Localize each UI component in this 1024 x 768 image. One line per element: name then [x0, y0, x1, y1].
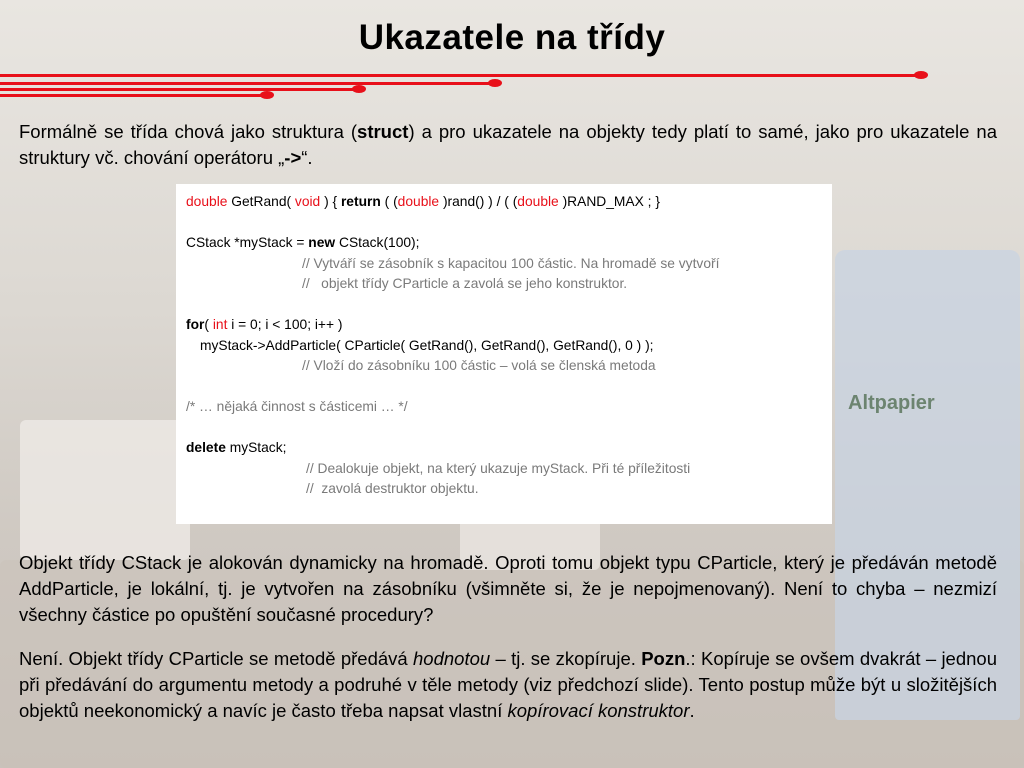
note-text: .: Kopíruje se ovšem dvakrát – jednou při předávání do argumentu metody a podruhé v těle metody (viz předchozí slide). Tento postup může být u složitějších objektů neekonomický a navíc je často třeba napsat vlastní [19, 648, 997, 721]
code-comment: // Dealokuje objekt, na který ukazuje myStack. Při té příležitosti [306, 460, 691, 476]
arrow-operator: -> [284, 147, 302, 168]
code-keyword: double [517, 194, 559, 209]
background-bin-label: Altpapier [848, 392, 935, 414]
note-paragraph [19, 646, 997, 724]
code-text: ( [204, 317, 213, 332]
code-keyword: new [308, 235, 336, 250]
code-text: CStack(100); [335, 235, 420, 250]
code-keyword: int [212, 317, 228, 332]
emphasis-text: kopírovací konstruktor [507, 700, 690, 721]
intro-paragraph [19, 119, 997, 171]
code-keyword: void [294, 194, 321, 209]
code-blank-line [186, 418, 822, 439]
code-block [176, 184, 832, 524]
code-comment: // zavolá destruktor objektu. [306, 481, 479, 496]
code-text: ) { [320, 194, 341, 209]
explanation-paragraph: Objekt třídy CStack je alokován dynamicky na hromadě. Oproti tomu objekt typu CParticle, který je předáván metodě AddParticle, je lokální, tj. je vytvořen na zásobníku (všimněte si, že je nepojmenovaný). Není to chyba – nezmizí všechny částice po opuštění současné procedury? [19, 552, 997, 625]
code-text: myStack; [225, 440, 287, 455]
code-line [186, 192, 822, 213]
code-blank-line [186, 377, 822, 398]
decorative-rule [0, 94, 268, 97]
struct-keyword: struct [357, 121, 409, 142]
code-text: ( ( [380, 194, 398, 209]
emphasis-text: hodnotou [413, 648, 491, 669]
code-keyword: double [186, 194, 228, 209]
code-blank-line [186, 213, 822, 234]
intro-text: “. [301, 147, 313, 168]
intro-text: Formálně se třída chová jako struktura ( [19, 121, 358, 142]
code-text: )RAND_MAX ; } [558, 194, 660, 209]
code-comment: // objekt třídy CParticle a zavolá se jeho konstruktor. [302, 276, 628, 291]
intro-text: ) a pro ukazatele na objekty tedy platí to samé, jako pro ukazatele na struktury vč. chování operátoru „ [19, 121, 997, 168]
slide-title: Ukazatele na třídy [358, 18, 666, 57]
code-keyword: double [397, 194, 440, 209]
code-line [186, 233, 822, 254]
decorative-rule [0, 74, 922, 77]
code-line [186, 438, 822, 459]
code-comment: /* … nějaká činnost s částicemi … */ [186, 399, 408, 414]
code-line: myStack->AddParticle( CParticle( GetRand(), GetRand(), GetRand(), 0 ) ); [200, 337, 654, 353]
note-text: Není. Objekt třídy CParticle se metodě předává [19, 648, 414, 669]
background-monitor [20, 420, 190, 560]
note-text: – tj. se zkopíruje. [490, 648, 642, 669]
code-keyword: delete [186, 440, 226, 455]
code-text: i = 0; i < 100; i++ ) [227, 317, 343, 332]
code-text: CStack *myStack = [186, 235, 309, 250]
code-comment: // Vloží do zásobníku 100 částic – volá se členská metoda [302, 358, 656, 373]
code-keyword: for [186, 317, 205, 332]
code-keyword: return [340, 194, 381, 209]
decorative-rule [0, 82, 496, 85]
note-text: . [689, 700, 695, 721]
note-label: Pozn [641, 648, 686, 669]
code-text: )rand() ) / ( ( [439, 194, 518, 209]
code-text: GetRand( [227, 194, 295, 209]
code-comment: // Vytváří se zásobník s kapacitou 100 částic. Na hromadě se vytvoří [302, 255, 720, 271]
decorative-rule [0, 88, 360, 91]
code-blank-line [186, 295, 822, 316]
code-line [186, 315, 822, 336]
